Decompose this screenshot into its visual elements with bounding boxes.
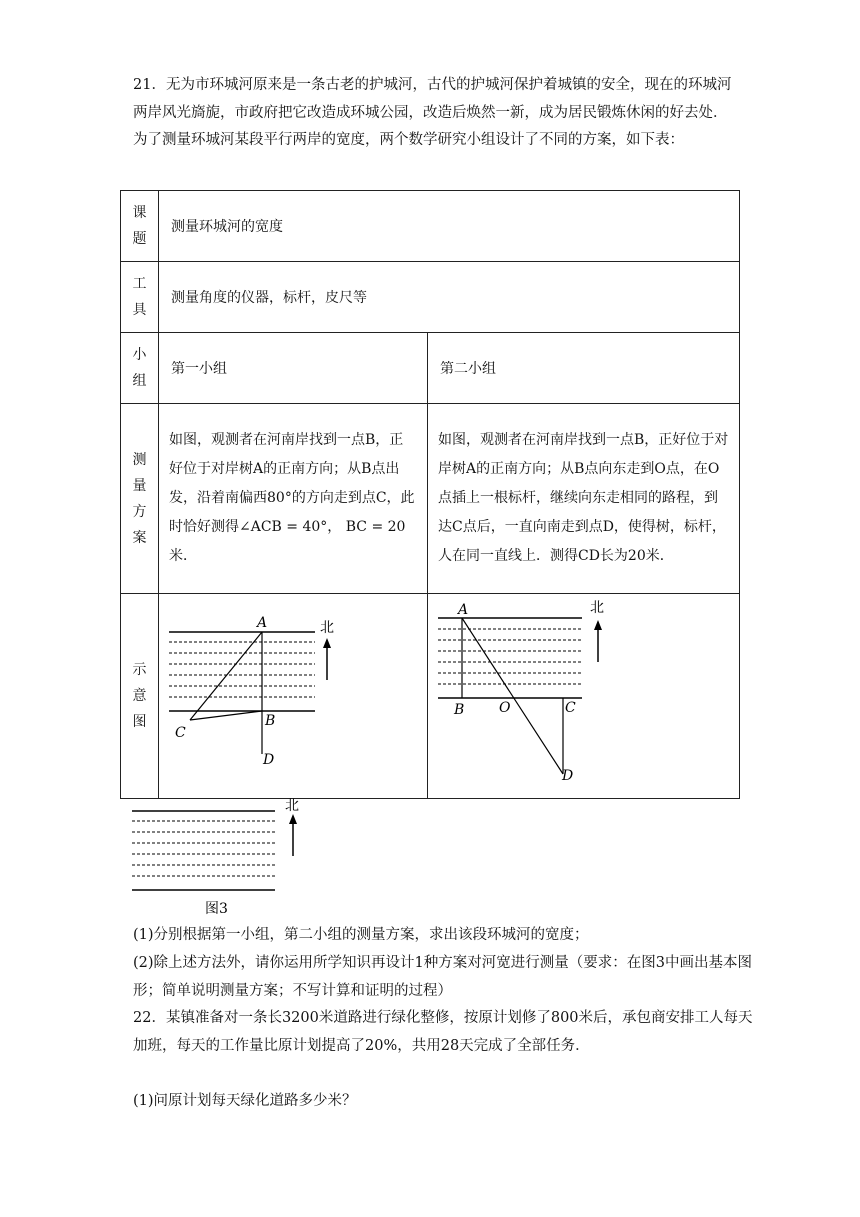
table-row	[121, 262, 740, 333]
point-label-d: D	[562, 768, 574, 784]
group2-diagram	[428, 594, 739, 794]
row-label-diagram: 示意图	[121, 594, 159, 799]
topic-value: 测量环城河的宽度	[159, 191, 740, 262]
group2-plan-text: 如图，观测者在河南岸找到一点B，正好位于对岸树A的正南方向；从B点向东走到O点，在O点插上一根标杆，继续向东走相同的路程，到达C点后，一直向南走到点D，使得树，标杆，人在同一直线上．测得CD长为20米．	[428, 404, 740, 594]
point-label-d: D	[263, 752, 275, 768]
group2-diagram-cell	[428, 594, 740, 799]
north-label: 北	[285, 798, 299, 814]
row-label-topic: 课题	[121, 191, 159, 262]
table-row	[121, 594, 740, 799]
north-label: 北	[320, 620, 334, 636]
tools-value: 测量角度的仪器，标杆，皮尺等	[159, 262, 740, 333]
question-21-part-1: (1)分别根据第一小组，第二小组的测量方案，求出该段环城河的宽度；	[133, 927, 589, 943]
table-row	[121, 191, 740, 262]
plan-table	[120, 190, 740, 799]
row-label-plan: 测量方案	[121, 404, 159, 594]
row-label-tools: 工具	[121, 262, 159, 333]
group1-plan-text: 如图，观测者在河南岸找到一点B，正好位于对岸树A的正南方向；从B点出发，沿着南偏西80°的方向走到点C，此时恰好测得∠ACB = 40°， BC = 20米．	[159, 404, 428, 594]
group1-diagram-cell	[159, 594, 428, 799]
point-label-o: O	[499, 700, 511, 716]
point-label-c: C	[175, 725, 186, 741]
point-label-c: C	[565, 700, 576, 716]
question-22-intro: 22．某镇准备对一条长3200米道路进行绿化整修，按原计划修了800米后，承包商安排工人每天加班，每天的工作量比原计划提高了20%，共用28天完成了全部任务．	[133, 1010, 753, 1054]
table-row	[121, 333, 740, 404]
north-label: 北	[590, 600, 604, 616]
question-21-intro: 21．无为市环城河原来是一条古老的护城河，古代的护城河保护着城镇的安全，现在的环城河两岸风光旖旎，市政府把它改造成环城公园，改造后焕然一新，成为居民锻炼休闲的好去处．为了测量环城河某段平行两岸的宽度，两个数学研究小组设计了不同的方案，如下表：	[133, 77, 732, 148]
group1-diagram	[159, 594, 427, 794]
table-row	[121, 404, 740, 594]
figure-3	[128, 796, 318, 921]
group2-header: 第二小组	[428, 333, 740, 404]
point-label-b: B	[454, 702, 465, 718]
row-label-group: 小组	[121, 333, 159, 404]
question-22-part-1: (1)问原计划每天绿化道路多少米？	[133, 1093, 357, 1109]
point-label-a: A	[257, 615, 268, 631]
group1-header: 第一小组	[159, 333, 428, 404]
question-21-part-2: (2)除上述方法外，请你运用所学知识再设计1种方案对河宽进行测量（要求：在图3中画出基本图形；简单说明测量方案；不写计算和证明的过程）	[133, 955, 752, 999]
figure-3-caption: 图3	[205, 901, 228, 917]
point-label-a: A	[458, 602, 469, 618]
point-label-b: B	[265, 713, 276, 729]
